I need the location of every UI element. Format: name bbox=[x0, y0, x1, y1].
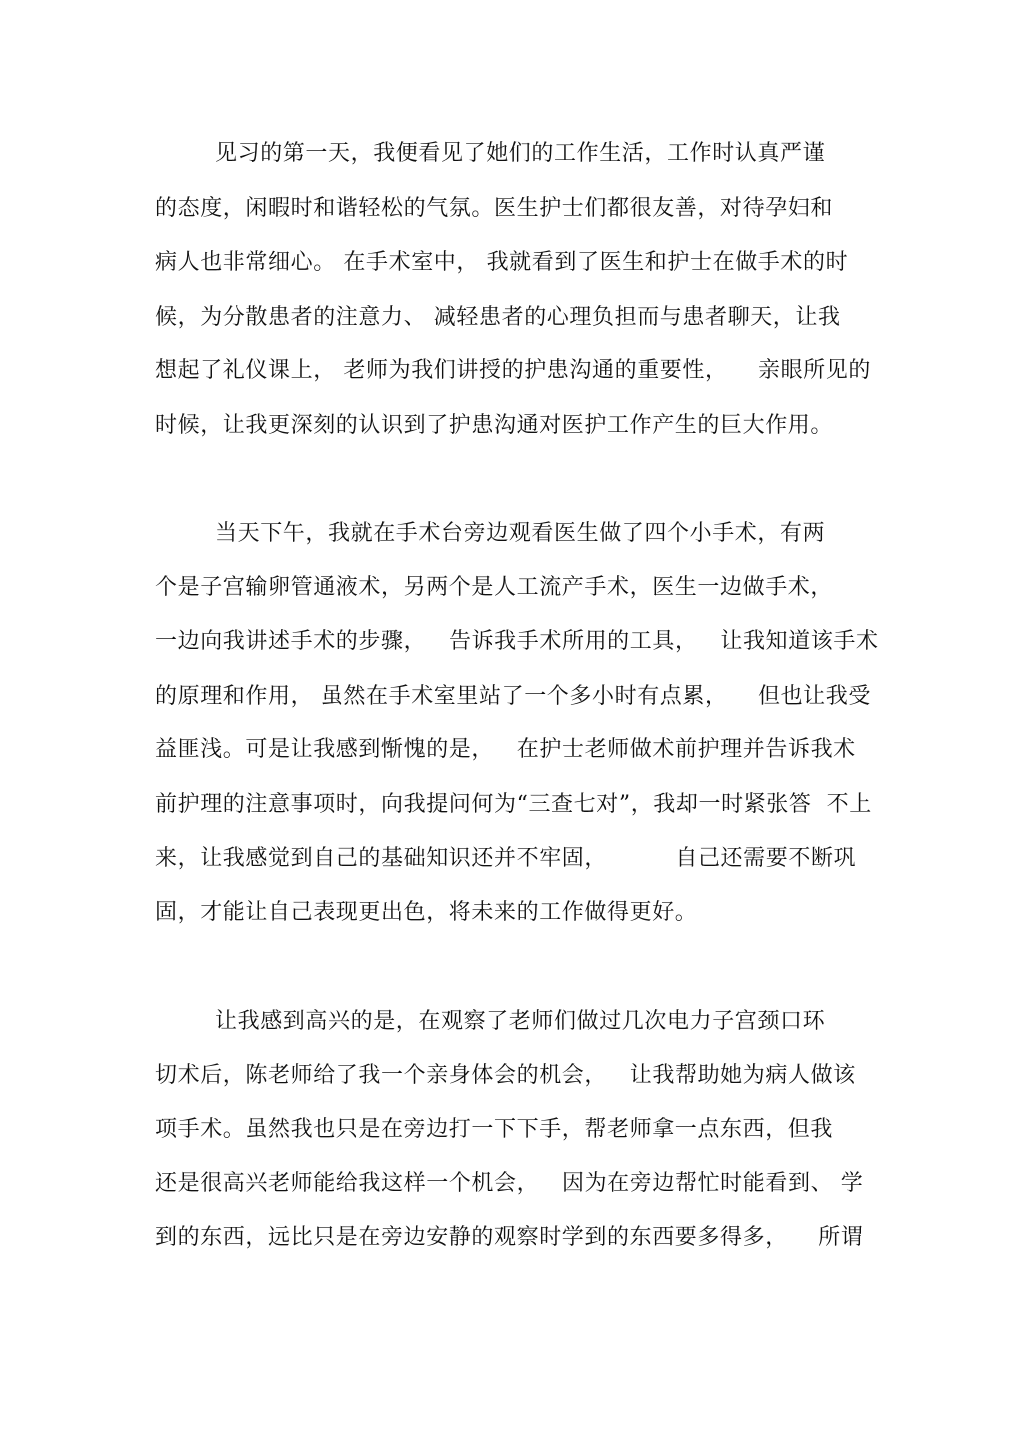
text-line: 让我感到高兴的是，在观察了老师们做过几次电力子宫颈口环 bbox=[215, 1009, 826, 1034]
text-line: 一边向我讲述手术的步骤， 告诉我手术所用的工具， 让我知道该手术 bbox=[155, 629, 879, 654]
text-line: 当天下午，我就在手术台旁边观看医生做了四个小手术，有两 bbox=[215, 521, 826, 546]
text-line: 还是很高兴老师能给我这样一个机会， 因为在旁边帮忙时能看到、 学 bbox=[155, 1171, 864, 1196]
text-line: 个是子宫输卵管通液术，另两个是人工流产手术，医生一边做手术， bbox=[155, 575, 834, 600]
text-line: 切术后，陈老师给了我一个亲身体会的机会， 让我帮助她为病人做该 bbox=[155, 1063, 856, 1088]
text-line: 时候，让我更深刻的认识到了护患沟通对医护工作产生的巨大作用。 bbox=[155, 413, 834, 438]
text-line: 来，让我感觉到自己的基础知识还并不牢固， 自己还需要不断巩 bbox=[155, 846, 857, 871]
text-line: 的态度，闲暇时和谐轻松的气氛。医生护士们都很友善，对待孕妇和 bbox=[155, 196, 834, 221]
text-line: 见习的第一天，我便看见了她们的工作生活，工作时认真严谨 bbox=[215, 141, 826, 166]
text-line: 益匪浅。可是让我感到惭愧的是， 在护士老师做术前护理并告诉我术 bbox=[155, 737, 856, 762]
text-line: 候，为分散患者的注意力、 减轻患者的心理负担而与患者聊天，让我 bbox=[155, 305, 841, 330]
text-line: 到的东西，远比只是在旁边安静的观察时学到的东西要多得多， 所谓 bbox=[155, 1225, 864, 1250]
text-line: 项手术。虽然我也只是在旁边打一下下手，帮老师拿一点东西，但我 bbox=[155, 1117, 834, 1142]
text-line: 的原理和作用， 虽然在手术室里站了一个多小时有点累， 但也让我受 bbox=[155, 684, 871, 709]
text-line: 想起了礼仪课上， 老师为我们讲授的护患沟通的重要性， 亲眼所见的 bbox=[155, 358, 871, 383]
text-line: 固，才能让自己表现更出色，将未来的工作做得更好。 bbox=[155, 900, 698, 925]
text-line: 前护理的注意事项时，向我提问何为“三查七对”，我却一时紧张答 不上 bbox=[155, 792, 872, 817]
text-line: 病人也非常细心。 在手术室中， 我就看到了医生和护士在做手术的时 bbox=[155, 250, 849, 275]
